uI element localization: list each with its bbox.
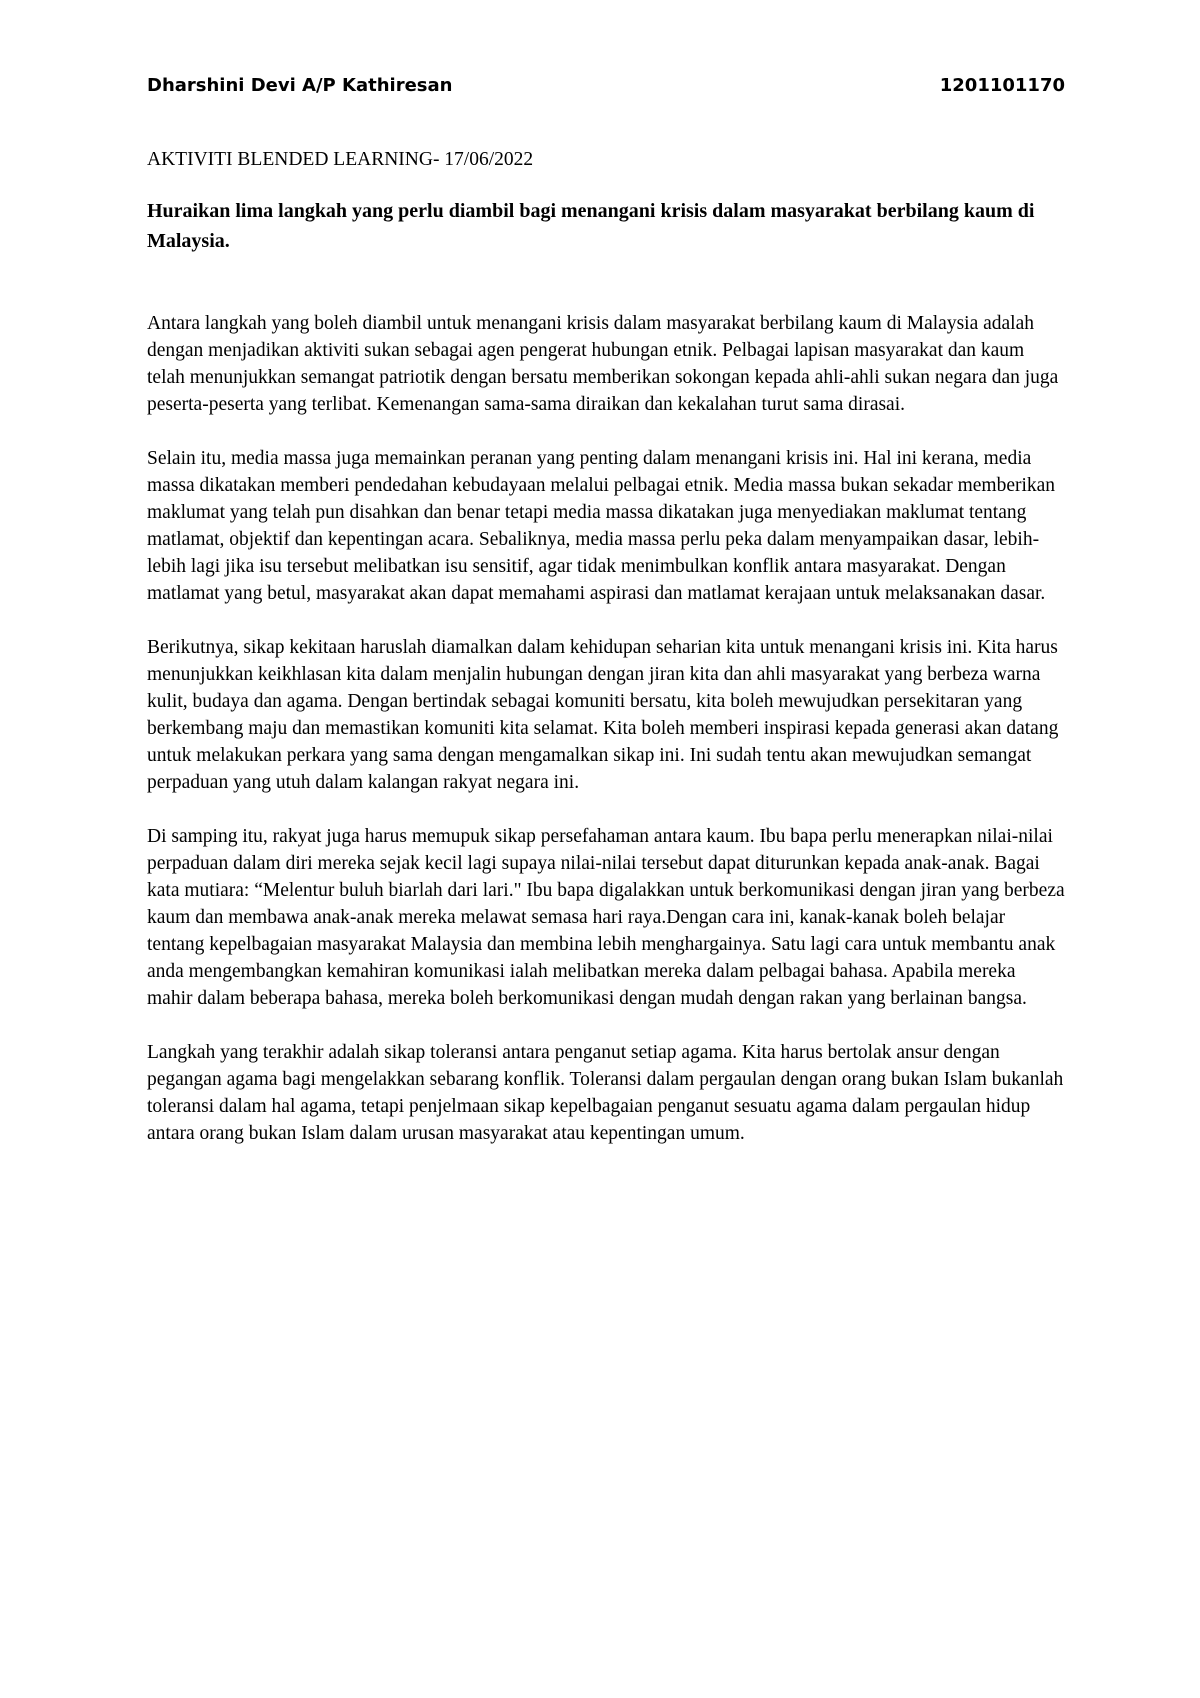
essay-question: Huraikan lima langkah yang perlu diambil bagi menangani krisis dalam masyarakat berbilang kaum di Malaysia.: [147, 200, 1035, 252]
activity-title: AKTIVITI BLENDED LEARNING- 17/06/2022: [147, 149, 534, 170]
paragraph-5: Langkah yang terakhir adalah sikap toleransi antara penganut setiap agama. Kita harus bertolak ansur dengan pegangan agama bagi mengelakkan sebarang konflik. Toleransi dalam pergaulan dengan orang bukan Islam bukanlah toleransi dalam hal agama, tetapi penjelmaan sikap kepelbagaian penganut sesuatu agama dalam pergaulan hidup antara orang bukan Islam dalam urusan masyarakat atau kepentingan umum.: [147, 1042, 1064, 1144]
author-name: Dharshini Devi A/P Kathiresan: [147, 75, 453, 96]
document-body: [147, 148, 1065, 1174]
essay-text: [147, 310, 1065, 1147]
document-header: [147, 74, 1065, 98]
student-id: 1201101170: [939, 75, 1065, 96]
paragraph-2: Selain itu, media massa juga memainkan peranan yang penting dalam menangani krisis ini. Hal ini kerana, media massa dikatakan memberi pendedahan kebudayaan melalui pelbagai etnik. Media massa bukan sekadar memberikan maklumat yang telah pun disahkan dan benar tetapi media massa dikatakan juga menyediakan maklumat tentang matlamat, objektif dan kepentingan acara. Sebaliknya, media massa perlu peka dalam menyampaikan dasar, lebih-lebih lagi jika isu tersebut melibatkan isu sensitif, agar tidak menimbulkan konflik antara masyarakat. Dengan matlamat yang betul, masyarakat akan dapat memahami aspirasi dan matlamat kerajaan untuk melaksanakan dasar.: [147, 448, 1056, 604]
paragraph-4: Di samping itu, rakyat juga harus memupuk sikap persefahaman antara kaum. Ibu bapa perlu menerapkan nilai-nilai perpaduan dalam diri mereka sejak kecil lagi supaya nilai-nilai tersebut dapat diturunkan kepada anak-anak. Bagai kata mutiara: “Melentur buluh biarlah dari lari." Ibu bapa digalakkan untuk berkomunikasi dengan jiran yang berbeza kaum dan membawa anak-anak mereka melawat semasa hari raya.Dengan cara ini, kanak-kanak boleh belajar tentang kepelbagaian masyarakat Malaysia dan membina lebih menghargainya. Satu lagi cara untuk membantu anak anda mengembangkan kemahiran komunikasi ialah melibatkan mereka dalam pelbagai bahasa. Apabila mereka mahir dalam beberapa bahasa, mereka boleh berkomunikasi dengan mudah dengan rakan yang berlainan bangsa.: [147, 826, 1065, 1009]
paragraph-1: Antara langkah yang boleh diambil untuk menangani krisis dalam masyarakat berbilang kaum di Malaysia adalah dengan menjadikan aktiviti sukan sebagai agen pengerat hubungan etnik. Pelbagai lapisan masyarakat dan kaum telah menunjukkan semangat patriotik dengan bersatu memberikan sokongan kepada ahli-ahli sukan negara dan juga peserta-peserta yang terlibat. Kemenangan sama-sama diraikan dan kekalahan turut sama dirasai.: [147, 313, 1059, 415]
paragraph-3: Berikutnya, sikap kekitaan haruslah diamalkan dalam kehidupan seharian kita untuk menangani krisis ini. Kita harus menunjukkan keikhlasan kita dalam menjalin hubungan dengan jiran kita dan ahli masyarakat yang berbeza warna kulit, budaya dan agama. Dengan bertindak sebagai komuniti bersatu, kita boleh mewujudkan persekitaran yang berkembang maju dan memastikan komuniti kita selamat. Kita boleh memberi inspirasi kepada generasi akan datang untuk melakukan perkara yang sama dengan mengamalkan sikap ini. Ini sudah tentu akan mewujudkan semangat perpaduan yang utuh dalam kalangan rakyat negara ini.: [147, 637, 1059, 793]
